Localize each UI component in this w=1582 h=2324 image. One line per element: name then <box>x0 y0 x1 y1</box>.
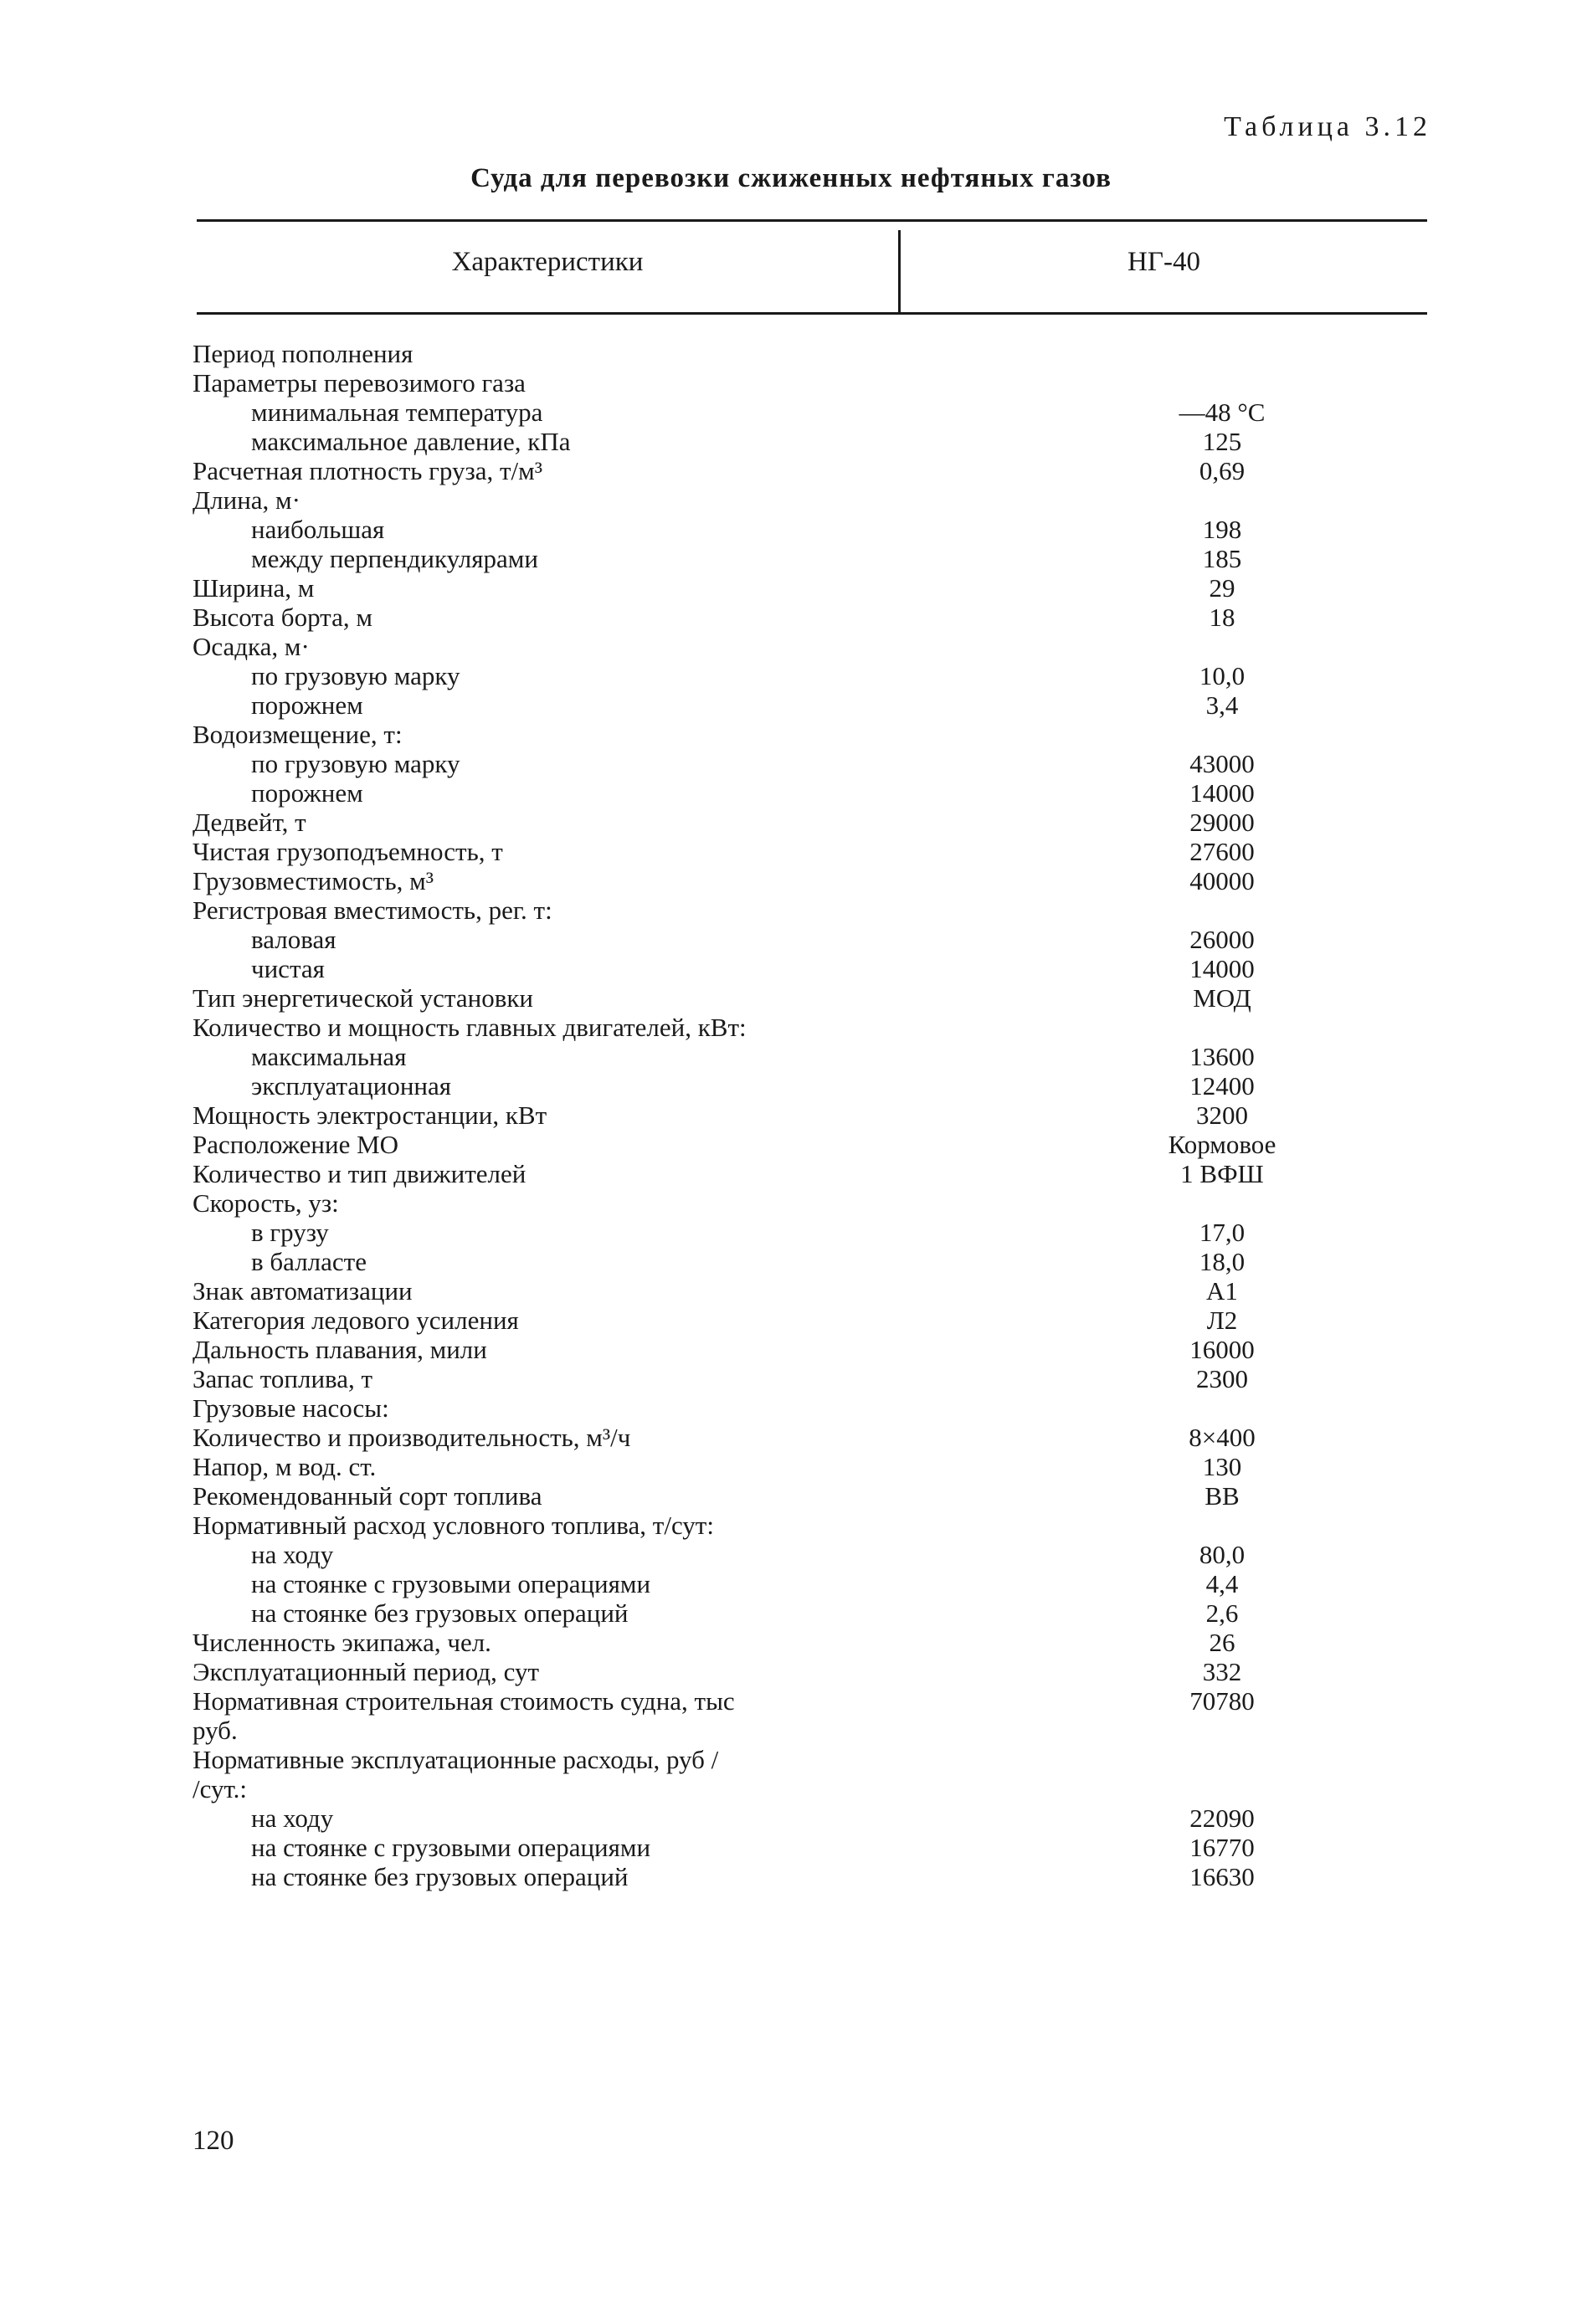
row-value: 22090 <box>1189 1803 1255 1833</box>
table-row <box>193 1393 1415 1423</box>
table-row <box>193 837 1415 866</box>
row-label: Дальность плавания, мили <box>193 1335 487 1364</box>
table-row <box>193 895 1415 925</box>
table-row <box>193 690 1415 720</box>
table-row <box>193 1100 1415 1130</box>
row-value: 40000 <box>1189 866 1255 895</box>
row-value: 12400 <box>1189 1071 1255 1100</box>
row-value: 0,69 <box>1199 456 1246 485</box>
row-value: Л2 <box>1206 1306 1238 1335</box>
row-value: 43000 <box>1189 749 1255 778</box>
row-value: 26 <box>1209 1628 1235 1657</box>
row-value: А1 <box>1206 1276 1238 1306</box>
table-row <box>193 632 1415 661</box>
row-label: Грузовые насосы: <box>193 1393 389 1423</box>
table-row <box>193 778 1415 808</box>
table-row <box>193 925 1415 954</box>
table-row <box>193 368 1415 398</box>
row-value: 2,6 <box>1205 1598 1239 1628</box>
row-label: Тип энергетической установки <box>193 983 533 1013</box>
row-value: —48 °С <box>1179 398 1266 427</box>
row-label: Высота борта, м <box>193 603 372 632</box>
table-row <box>193 866 1415 895</box>
row-value: 10,0 <box>1199 661 1246 690</box>
table-row <box>193 1247 1415 1276</box>
row-label: на ходу <box>251 1540 334 1569</box>
table-row <box>193 1306 1415 1335</box>
row-value: 198 <box>1202 515 1242 544</box>
table-row <box>193 808 1415 837</box>
table-row <box>193 1130 1415 1159</box>
row-label: Количество и тип движителей <box>193 1159 526 1188</box>
table-row <box>193 661 1415 690</box>
row-value: 18,0 <box>1199 1247 1246 1276</box>
row-value: 14000 <box>1189 954 1255 983</box>
row-value: ВВ <box>1204 1481 1240 1511</box>
row-label: на стоянке с грузовыми операциями <box>251 1833 651 1862</box>
row-label: Скорость, уз: <box>193 1188 339 1218</box>
row-value: 18 <box>1209 603 1235 632</box>
row-label: Параметры перевозимого газа <box>193 368 526 398</box>
table-row <box>193 1686 1415 1716</box>
table-row <box>193 720 1415 749</box>
row-label: наибольшая <box>251 515 385 544</box>
row-label: Ширина, м <box>193 573 315 603</box>
row-label: Период пополнения <box>193 339 413 368</box>
row-label: на стоянке без грузовых операций <box>251 1862 629 1891</box>
row-value: 16000 <box>1189 1335 1255 1364</box>
row-label: минимальная температура <box>251 398 543 427</box>
table-row <box>193 1276 1415 1306</box>
table-row <box>193 1218 1415 1247</box>
row-value: 185 <box>1202 544 1242 573</box>
row-value: 70780 <box>1189 1686 1255 1716</box>
row-label: Водоизмещение, т: <box>193 720 403 749</box>
table-row <box>193 573 1415 603</box>
row-value: 16770 <box>1189 1833 1255 1862</box>
table-row <box>193 1481 1415 1511</box>
table-row <box>193 1364 1415 1393</box>
row-label: максимальное давление, кПа <box>251 427 571 456</box>
row-value: 3,4 <box>1205 690 1239 720</box>
row-label: Запас топлива, т <box>193 1364 373 1393</box>
table-number-label: Таблица 3.12 <box>1224 111 1431 142</box>
row-value: 332 <box>1202 1657 1242 1686</box>
table-row <box>193 1159 1415 1188</box>
row-value: МОД <box>1193 983 1251 1013</box>
table-row <box>193 1042 1415 1071</box>
table-row <box>193 1716 1415 1745</box>
row-label: Количество и производительность, м³/ч <box>193 1423 631 1452</box>
row-label: в балласте <box>251 1247 367 1276</box>
row-label: Чистая грузоподъемность, т <box>193 837 503 866</box>
table-row <box>193 398 1415 427</box>
table-row <box>193 1862 1415 1891</box>
row-label: Длина, м· <box>193 485 300 515</box>
row-label: Эксплуатационный период, сут <box>193 1657 540 1686</box>
row-value: 29000 <box>1189 808 1255 837</box>
row-label: Рекомендованный сорт топлива <box>193 1481 542 1511</box>
row-label: руб. <box>193 1716 238 1745</box>
row-label: Нормативные эксплуатационные расходы, руб / <box>193 1745 719 1774</box>
row-value: 26000 <box>1189 925 1255 954</box>
row-label: Грузовместимость, м³ <box>193 866 434 895</box>
table-row <box>193 1423 1415 1452</box>
row-value: 4,4 <box>1205 1569 1239 1598</box>
row-value: 13600 <box>1189 1042 1255 1071</box>
table-row <box>193 1598 1415 1628</box>
row-label: на стоянке с грузовыми операциями <box>251 1569 651 1598</box>
row-label: между перпендикулярами <box>251 544 538 573</box>
row-label: по грузовую марку <box>251 661 460 690</box>
row-label: на стоянке без грузовых операций <box>251 1598 629 1628</box>
table-row <box>193 1803 1415 1833</box>
row-label: Категория ледового усиления <box>193 1306 519 1335</box>
table-row <box>193 515 1415 544</box>
row-value: 80,0 <box>1199 1540 1246 1569</box>
table-row <box>193 1013 1415 1042</box>
row-value: Кормовое <box>1168 1130 1276 1159</box>
table-row <box>193 1188 1415 1218</box>
table-row <box>193 1540 1415 1569</box>
row-label: Нормативный расход условного топлива, т/сут: <box>193 1511 714 1540</box>
row-label: /сут.: <box>193 1774 248 1803</box>
table-header-row <box>197 222 1427 312</box>
table-title: Суда для перевозки сжиженных нефтяных газов <box>470 163 1112 193</box>
row-label: Напор, м вод. ст. <box>193 1452 377 1481</box>
table-row <box>193 427 1415 456</box>
row-label: Расчетная плотность груза, т/м³ <box>193 456 543 485</box>
table-row <box>193 485 1415 515</box>
row-value: 130 <box>1202 1452 1242 1481</box>
table-row <box>193 749 1415 778</box>
row-label: Нормативная строительная стоимость судна, тыс <box>193 1686 735 1716</box>
row-value: 27600 <box>1189 837 1255 866</box>
table-row <box>193 1511 1415 1540</box>
row-label: порожнем <box>251 778 363 808</box>
row-label: Количество и мощность главных двигателей, кВт: <box>193 1013 747 1042</box>
table-row <box>193 983 1415 1013</box>
table-row <box>193 544 1415 573</box>
table-header-rule <box>197 312 1427 315</box>
table-row <box>193 1833 1415 1862</box>
row-label: Численность экипажа, чел. <box>193 1628 491 1657</box>
table-body <box>193 339 1415 1891</box>
row-label: чистая <box>251 954 325 983</box>
row-value: 1 ВФШ <box>1180 1159 1264 1188</box>
column-header-vessel: НГ-40 <box>1127 247 1200 277</box>
row-label: Расположение МО <box>193 1130 399 1159</box>
row-label: валовая <box>251 925 336 954</box>
row-label: максимальная <box>251 1042 407 1071</box>
row-value: 16630 <box>1189 1862 1255 1891</box>
row-label: по грузовую марку <box>251 749 460 778</box>
row-label: в грузу <box>251 1218 329 1247</box>
table-row <box>193 1335 1415 1364</box>
table-row <box>193 1569 1415 1598</box>
row-label: Мощность электростанции, кВт <box>193 1100 547 1130</box>
table-row <box>193 1657 1415 1686</box>
row-value: 2300 <box>1196 1364 1248 1393</box>
table-row <box>193 954 1415 983</box>
column-header-characteristics: Характеристики <box>451 247 644 277</box>
row-value: 14000 <box>1189 778 1255 808</box>
table-row <box>193 1452 1415 1481</box>
table-row <box>193 603 1415 632</box>
table-row <box>193 1745 1415 1774</box>
table-row <box>193 1774 1415 1803</box>
row-label: эксплуатационная <box>251 1071 452 1100</box>
table-row <box>193 456 1415 485</box>
row-value: 29 <box>1209 573 1235 603</box>
row-value: 8×400 <box>1189 1423 1256 1452</box>
row-value: 3200 <box>1196 1100 1248 1130</box>
row-label: порожнем <box>251 690 363 720</box>
row-value: 125 <box>1202 427 1242 456</box>
row-label: Дедвейт, т <box>193 808 306 837</box>
row-label: Знак автоматизации <box>193 1276 413 1306</box>
table-row <box>193 339 1415 368</box>
row-label: Осадка, м· <box>193 632 310 661</box>
table-row <box>193 1628 1415 1657</box>
row-label: на ходу <box>251 1803 334 1833</box>
row-label: Регистровая вместимость, рег. т: <box>193 895 552 925</box>
row-value: 17,0 <box>1199 1218 1246 1247</box>
table-row <box>193 1071 1415 1100</box>
page-number: 120 <box>193 2126 234 2156</box>
